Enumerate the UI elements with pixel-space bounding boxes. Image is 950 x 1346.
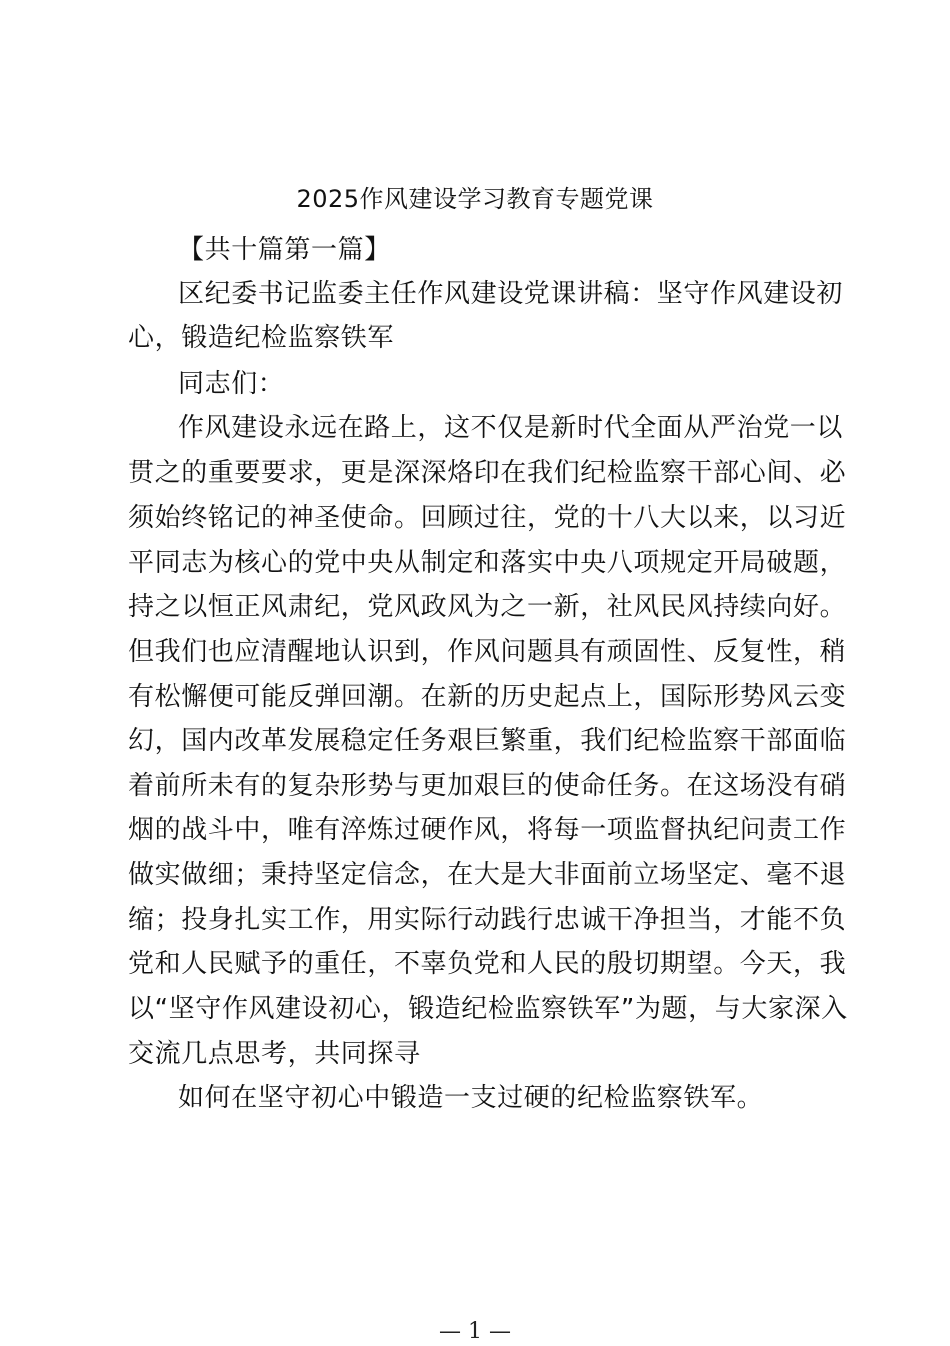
body-line-13: 党和人民赋予的重任，不辜负党和人民的殷切期望。今天，我: [128, 949, 847, 979]
document-title: 2025作风建设学习教育专题党课: [296, 185, 654, 213]
body-line-8: 幻，国内改革发展稳定任务艰巨繁重，我们纪检监察干部面临: [128, 726, 847, 756]
page-number: — 1 —: [439, 1319, 511, 1344]
body-line-15: 交流几点思考，共同探寻: [128, 1039, 421, 1069]
body-line-4: 平同志为核心的党中央从制定和落实中央八项规定开局破题，: [128, 548, 847, 578]
body-line-11: 做实做细；秉持坚定信念，在大是大非面前立场坚定、毫不退: [128, 860, 847, 890]
body-line-2: 贯之的重要要求，更是深深烙印在我们纪检监察干部心间、必: [128, 458, 847, 488]
body-line-9: 着前所未有的复杂形势与更加艰巨的使命任务。在这场没有硝: [128, 771, 847, 801]
body-line-12: 缩；投身扎实工作，用实际行动践行忠诚干净担当，才能不负: [128, 905, 847, 935]
body-line-14: 以“坚守作风建设初心，锻造纪检监察铁军”为题，与大家深入: [128, 994, 848, 1024]
body-line-1: 作风建设永远在路上，这不仅是新时代全面从严治党一以: [178, 413, 844, 443]
body-line-10: 烟的战斗中，唯有淬炼过硬作风，将每一项监督执纪问责工作: [128, 815, 847, 845]
closing-line: 如何在坚守初心中锻造一支过硬的纪检监察铁军。: [178, 1083, 764, 1113]
speech-title-line-1: 区纪委书记监委主任作风建设党课讲稿：坚守作风建设初: [178, 279, 844, 309]
body-line-5: 持之以恒正风肃纪，党风政风为之一新，社风民风持续向好。: [128, 592, 847, 622]
series-note: 【共十篇第一篇】: [178, 235, 391, 265]
speech-title-line-2: 心，锻造纪检监察铁军: [128, 323, 395, 353]
body-line-7: 有松懈便可能反弹回潮。在新的历史起点上，国际形势风云变: [128, 682, 847, 712]
body-line-6: 但我们也应清醒地认识到，作风问题具有顽固性、反复性，稍: [128, 637, 847, 667]
salutation: 同志们：: [178, 369, 285, 399]
body-line-3: 须始终铭记的神圣使命。回顾过往，党的十八大以来，以习近: [128, 503, 847, 533]
